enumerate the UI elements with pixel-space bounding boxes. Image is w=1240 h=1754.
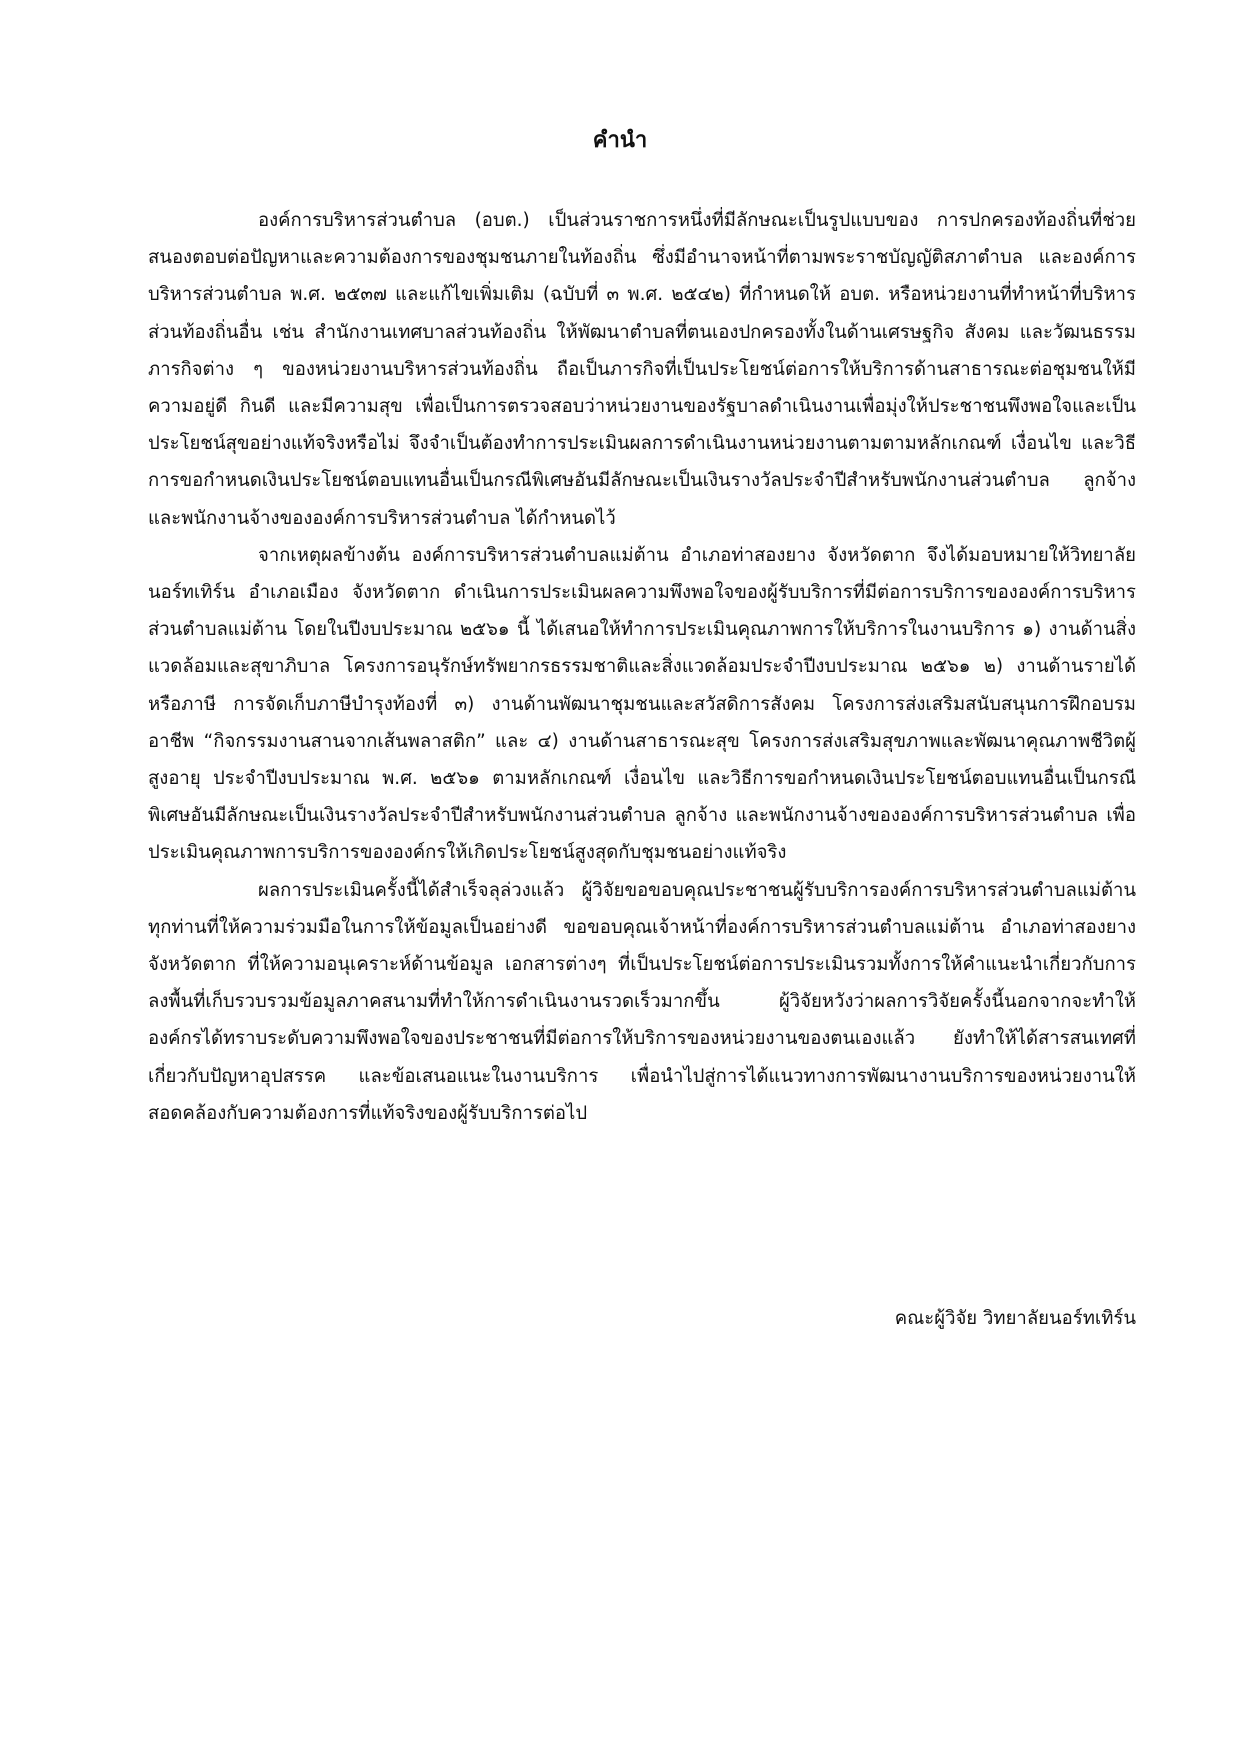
paragraph-acknowledgement: ผลการประเมินครั้งนี้ได้สำเร็จลุล่วงแล้ว ผู้วิจัยขอขอบคุณประชาชนผู้รับบริการองค์การบริหารส่วนตำบลแม่ต้าน ทุกท่านที่ให้ความร่วมมือในการให้ข้อมูลเป็นอย่างดี ขอขอบคุณเจ้าหน้าที่องค์การบริหารส่วนตำบลแม่ต้าน อำเภอท่าสองยาง จังหวัดตาก ที่ให้ความอนุเคราะห์ด้านข้อมูล เอกสารต่างๆ ที่เป็นประโยชน์ต่อการประเมินรวมทั้งการให้คำแนะนำเกี่ยวกับการลงพื้นที่เก็บรวบรวมข้อมูลภาคสนามที่ทำให้การดำเนินงานรวดเร็วมากขึ้น ผู้วิจัยหวังว่าผลการวิจัยครั้งนี้นอกจากจะทำให้องค์กรได้ทราบระดับความพึงพอใจของประชาชนที่มีต่อการให้บริการของหน่วยงานของตนเองแล้ว ยังทำให้ได้สารสนเทศที่เกี่ยวกับปัญหาอุปสรรค และข้อเสนอแนะในงานบริการ เพื่อนำไปสู่การได้แนวทางการพัฒนางานบริการของหน่วยงานให้สอดคล้องกับความต้องการที่แท้จริงของผู้รับบริการต่อไป (148, 879, 1136, 1124)
page-title: คำนำ (592, 128, 648, 153)
paragraph-introduction: องค์การบริหารส่วนตำบล (อบต.) เป็นส่วนราชการหนึ่งที่มีลักษณะเป็นรูปแบบของ การปกครองท้องถิ่นที่ช่วยสนองตอบต่อปัญหาและความต้องการของชุมชนภายในท้องถิ่น ซึ่งมีอำนาจหน้าที่ตามพระราชบัญญัติสภาตำบล และองค์การบริหารส่วนตำบล พ.ศ. ๒๕๓๗ และแก้ไขเพิ่มเติม (ฉบับที่ ๓ พ.ศ. ๒๕๔๒) ที่กำหนดให้ อบต. หรือหน่วยงานที่ทำหน้าที่บริหารส่วนท้องถิ่นอื่น เช่น สำนักงานเทศบาลส่วนท้องถิ่น ให้พัฒนาตำบลที่ตนเองปกครองทั้งในด้านเศรษฐกิจ สังคม และวัฒนธรรม ภารกิจต่าง ๆ ของหน่วยงานบริหารส่วนท้องถิ่น ถือเป็นภารกิจที่เป็นประโยชน์ต่อการให้บริการด้านสาธารณะต่อชุมชนให้มีความอยู่ดี กินดี และมีความสุข เพื่อเป็นการตรวจสอบว่าหน่วยงานของรัฐบาลดำเนินงานเพื่อมุ่งให้ประชาชนพึงพอใจและเป็นประโยชน์สุขอย่างแท้จริงหรือไม่ จึงจำเป็นต้องทำการประเมินผลการดำเนินงานหน่วยงานตามตามหลักเกณฑ์ เงื่อนไข และวิธีการขอกำหนดเงินประโยชน์ตอบแทนอื่นเป็นกรณีพิเศษอันมีลักษณะเป็นเงินรางวัลประจำปีสำหรับพนักงานส่วนตำบล ลูกจ้าง และพนักงานจ้างขององค์การบริหารส่วนตำบล ได้กำหนดไว้ (148, 210, 1136, 529)
paragraph-assessment-scope: จากเหตุผลข้างต้น องค์การบริหารส่วนตำบลแม่ต้าน อำเภอท่าสองยาง จังหวัดตาก จึงได้มอบหมายให้วิทยาลัยนอร์ทเทิร์น อำเภอเมือง จังหวัดตาก ดำเนินการประเมินผลความพึงพอใจของผู้รับบริการที่มีต่อการบริการขององค์การบริหารส่วนตำบลแม่ต้าน โดยในปีงบประมาณ ๒๕๖๑ นี้ ได้เสนอให้ทำการประเมินคุณภาพการให้บริการในงานบริการ ๑) งานด้านสิ่งแวดล้อมและสุขาภิบาล โครงการอนุรักษ์ทรัพยากรธรรมชาติและสิ่งแวดล้อมประจำปีงบประมาณ ๒๕๖๑ ๒) งานด้านรายได้หรือภาษี การจัดเก็บภาษีบำรุงท้องที่ ๓) งานด้านพัฒนาชุมชนและสวัสดิการสังคม โครงการส่งเสริมสนับสนุนการฝึกอบรมอาชีพ “กิจกรรมงานสานจากเส้นพลาสติก” และ ๔) งานด้านสาธารณะสุข โครงการส่งเสริมสุขภาพและพัฒนาคุณภาพชีวิตผู้สูงอายุ ประจำปีงบประมาณ พ.ศ. ๒๕๖๑ ตามหลักเกณฑ์ เงื่อนไข และวิธีการขอกำหนดเงินประโยชน์ตอบแทนอื่นเป็นกรณีพิเศษอันมีลักษณะเป็นเงินรางวัลประจำปีสำหรับพนักงานส่วนตำบล ลูกจ้าง และพนักงานจ้างขององค์การบริหารส่วนตำบล เพื่อประเมินคุณภาพการบริการขององค์กรให้เกิดประโยชน์สูงสุดกับชุมชนอย่างแท้จริง (148, 544, 1136, 864)
signature-line: คณะผู้วิจัย วิทยาลัยนอร์ทเทิร์น (894, 1308, 1136, 1329)
document-body (148, 202, 1136, 1132)
